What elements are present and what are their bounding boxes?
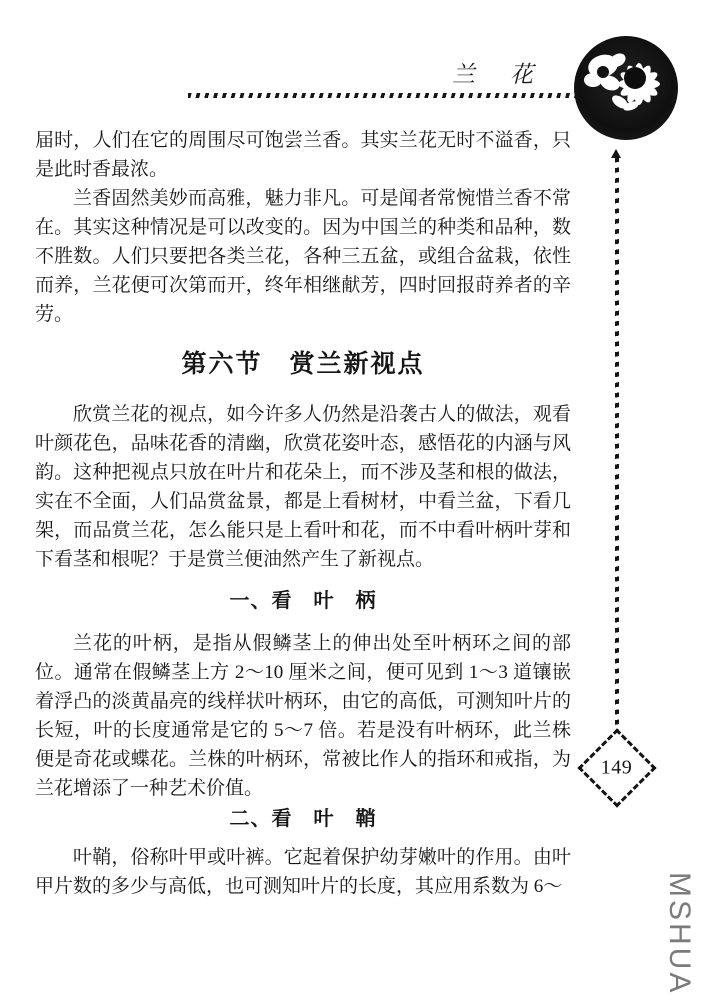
running-title: 兰 花 [452, 62, 539, 87]
subsection-heading-2: 二、看 叶 鞘 [229, 808, 377, 830]
paragraph: 欣赏兰花的视点，如今许多人仍然是沿袭古人的做法，观看叶颜花色，品味花香的清幽，欣赏花姿叶态，感悟花的内涵与风韵。这种把视点只放在叶片和花朵上，而不涉及茎和根的做法，实在不全面，人们品赏盆景，都是上看树材，中看兰盆，下看几架，而品赏兰花，怎么能只是上看叶和花，而不中看叶柄叶芽和下看茎和根呢？于是赏兰便油然产生了新视点。 [35, 404, 571, 570]
page-number: 149 [601, 756, 633, 779]
section-heading: 第六节 赏兰新视点 [181, 351, 425, 378]
text-column [35, 126, 571, 901]
connector-arrow-icon [611, 149, 621, 158]
paragraph: 兰香固然美妙而高雅，魅力非凡。可是闻者常惋惜兰香不常在。其实这种情况是可以改变的。因为中国兰的种类和品种，数不胜数。人们只要把各类兰花，各种三五盆，或组合盆栽，依性而养，兰花便可次第而开，终年相继献芳，四时回报莳养者的辛劳。 [35, 188, 571, 325]
flower-medallion-icon [573, 28, 679, 150]
paragraph-continuation: 届时，人们在它的周围尽可饱尝兰香。其实兰花无时不溢香，只是此时香最浓。 [35, 130, 571, 180]
paragraph: 叶鞘，俗称叶甲或叶裤。它起着保护幼芽嫩叶的作用。由叶甲片数的多少与高低，也可测知叶片的长度，其应用系数为 6～ [35, 847, 571, 897]
header-divider [188, 93, 614, 98]
paragraph: 兰花的叶柄，是指从假鳞茎上的伸出处至叶柄环之间的部位。通常在假鳞茎上方 2～10 厘米之间，便可见到 1～3 道镶嵌着浮凸的淡黄晶亮的线样状叶柄环，由它的高低，可测知叶片的长短，叶的长度通常是它的 5～7 倍。若是没有叶柄环，此兰株便是奇花或蝶花。兰株的叶柄环，常被比作人的指环和戒指，为兰花增添了一种艺术价值。 [35, 633, 571, 799]
stitched-connector-line [615, 158, 619, 738]
subsection-heading-1: 一、看 叶 柄 [229, 590, 377, 612]
watermark-text: MSHUA [663, 872, 696, 996]
page-number-badge [577, 728, 656, 807]
